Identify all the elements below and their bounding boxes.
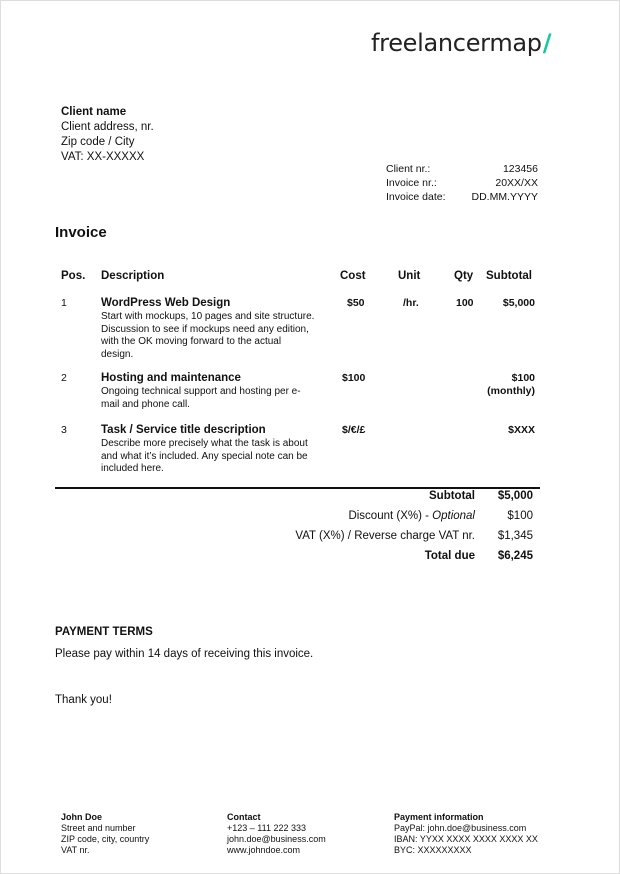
totals-divider: [55, 487, 540, 489]
contact-web: www.johndoe.com: [227, 845, 301, 855]
brand-slash: /: [542, 29, 552, 57]
item-title: Hosting and maintenance: [101, 372, 241, 384]
totals-discount-row: [213, 510, 533, 522]
client-block: [61, 105, 154, 165]
payment-info-title: Payment information: [394, 812, 484, 822]
discount-value: $100: [507, 510, 533, 522]
contact-title: Contact: [227, 812, 261, 822]
meta-row-invoice-nr: [386, 176, 538, 190]
item-pos: 3: [61, 424, 67, 436]
item-cost: $100: [342, 372, 366, 384]
discount-label: [348, 510, 475, 522]
item-title: WordPress Web Design: [101, 297, 231, 309]
vat-label: VAT (X%) / Reverse charge VAT nr.: [295, 530, 475, 542]
item-subtotal-note: (monthly): [487, 384, 535, 397]
item-subtotal-cell: [487, 372, 535, 397]
header-subtotal: Subtotal: [486, 270, 532, 282]
brand-logo: [371, 29, 551, 57]
item-subtotal: $100: [511, 372, 535, 384]
item-subtotal: $5,000: [502, 297, 535, 309]
sender-zip: ZIP code, city, country: [61, 834, 150, 844]
item-cost: $50: [347, 297, 365, 309]
header-unit: Unit: [398, 270, 421, 282]
brand-name: freelancermap: [371, 29, 542, 57]
subtotal-value: $5,000: [497, 490, 533, 502]
footer-contact: [227, 812, 326, 856]
footer-payment: [394, 812, 538, 856]
payment-terms-title: PAYMENT TERMS: [55, 626, 153, 638]
item-subtotal-cell: [503, 297, 535, 310]
item-pos: 2: [61, 372, 67, 384]
meta-value: DD.MM.YYYY: [471, 191, 538, 203]
client-vat: VAT: XX-XXXXX: [61, 151, 145, 163]
totals-vat-row: [213, 530, 533, 542]
sender-street: Street and number: [61, 823, 136, 833]
payment-byc: BYC: XXXXXXXXX: [394, 845, 472, 855]
item-subtotal-cell: [508, 424, 535, 437]
sender-name: John Doe: [61, 812, 103, 822]
totals-subtotal-row: [213, 490, 533, 502]
sender-vat: VAT nr.: [61, 845, 90, 855]
discount-optional: Optional: [432, 510, 475, 522]
invoice-meta: [386, 162, 538, 204]
payment-terms-text: Please pay within 14 days of receiving this invoice.: [55, 648, 314, 660]
item-description: Start with mockups, 10 pages and site structure. Discussion to see if mockups need any edition, with the OK moving forward to the actual design.: [101, 311, 315, 360]
header-pos: Pos.: [61, 270, 86, 282]
payment-paypal: PayPal: john.doe@business.com: [394, 823, 527, 833]
meta-row-invoice-date: [386, 190, 538, 204]
total-value: $6,245: [497, 550, 533, 562]
meta-label: Invoice nr.:: [386, 177, 437, 189]
discount-label-text: Discount (X%) -: [348, 510, 433, 522]
totals-total-row: [213, 550, 533, 562]
payment-iban: IBAN: YYXX XXXX XXXX XXXX XX: [394, 834, 538, 844]
thanks-note: Thank you!: [55, 694, 112, 706]
item-description: Describe more precisely what the task is about and what it’s included. Any special note can be included here.: [101, 438, 308, 475]
invoice-title: Invoice: [55, 224, 107, 241]
item-cost: $/€/£: [342, 424, 366, 436]
meta-value: 20XX/XX: [495, 177, 538, 189]
header-description: Description: [101, 270, 165, 282]
item-title: Task / Service title description: [101, 424, 266, 436]
item-unit: /hr.: [403, 297, 419, 309]
meta-value: 123456: [502, 163, 538, 175]
subtotal-label: Subtotal: [429, 490, 475, 502]
total-label: Total due: [424, 550, 475, 562]
client-name: Client name: [61, 106, 127, 118]
header-cost: Cost: [340, 270, 366, 282]
footer-sender: [61, 812, 149, 856]
client-address: Client address, nr.: [61, 121, 154, 133]
meta-label: Client nr.:: [386, 163, 431, 175]
contact-phone: +123 – 111 222 333: [227, 823, 306, 833]
item-pos: 1: [61, 297, 67, 309]
meta-row-client-nr: [386, 162, 538, 176]
vat-value: $1,345: [497, 530, 533, 542]
meta-label: Invoice date:: [386, 191, 446, 203]
contact-email: john.doe@business.com: [227, 834, 326, 844]
item-description: Ongoing technical support and hosting per e-mail and phone call.: [101, 386, 301, 410]
item-subtotal: $XXX: [508, 424, 535, 436]
client-zip-city: Zip code / City: [61, 136, 135, 148]
header-qty: Qty: [454, 270, 474, 282]
item-qty: 100: [456, 297, 474, 309]
